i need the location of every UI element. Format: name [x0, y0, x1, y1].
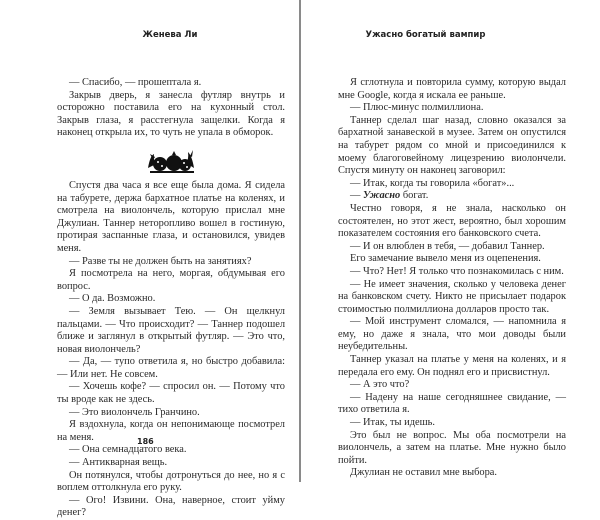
paragraph: Таннер сделал шаг назад, словно оказался за бархатной занавеской в музее. Затем он опустился на табурет рядом со мной и присоединился к моему благоговейному лицезрению виолончели. Спустя минуту он наконец заговорил: [338, 114, 566, 177]
left-page-text [57, 77, 285, 520]
paragraph: Спустя два часа я все еще была дома. Я сидела на табурете, держа бархатное платье на коленях, и смотрела на виолончель, которую прислал мне Джулиан. Таннер неторопливо вошел в гостиную, протирая заспанные глаза, и остановился, увидев меня. [57, 179, 285, 254]
paragraph: — Да, — тупо ответила я, но быстро добавила: — Или нет. Не совсем. [57, 356, 285, 380]
paragraph: Я посмотрела на него, моргая, обдумывая его вопрос. [57, 268, 285, 292]
paragraph: Это был не вопрос. Мы оба посмотрели на виолончель, а затем на платье. Мне нужно было пойти. [338, 429, 566, 466]
paragraph: — Что? Нет! Я только что познакомилась с ним. [350, 265, 564, 277]
paragraph: — Не имеет значения, сколько у человека денег на банковском счету. Никто не присылает подарок стоимостью полмиллиона долларов просто так. [338, 278, 566, 315]
paragraph: Я вздохнула, когда он непонимающе посмотрел на меня. [57, 419, 285, 443]
paragraph: — Мой инструмент сломался, — напомнила я ему, но даже я знала, что мои доводы были неубедительны. [338, 316, 566, 353]
paragraph: — Это виолончель Гранчино. [69, 406, 200, 418]
paragraph: — И он влюблен в тебя, — добавил Таннер. [350, 240, 545, 252]
paragraph: — Разве ты не должен быть на занятиях? [69, 255, 252, 267]
paragraph: — Хочешь кофе? — спросил он. — Потому что ты вроде как не здесь. [57, 381, 285, 406]
paragraph: Я сглотнула и повторила сумму, которую выдал мне Google, когда я искала ее раньше. [338, 77, 566, 101]
floral-ornament-icon [136, 146, 206, 174]
running-header-author: Женева Ли [142, 30, 198, 40]
paragraph: — Надену на наше сегодняшнее свидание, — тихо ответила я. [338, 391, 566, 416]
running-header-title: Ужасно богатый вампир [365, 30, 486, 40]
left-page [0, 0, 300, 519]
paragraph: — Итак, ты идешь. [350, 417, 435, 429]
right-page-text [338, 77, 566, 480]
paragraph: — Итак, когда ты говорила «богат»... [350, 177, 515, 189]
paragraph: Закрыв дверь, я занесла футляр внутрь и осторожно поставила его на кухонный стол. Закрыв глаза, я расстегнула защелки. Когда я наконец открыла их, то чуть не упала в обморок. [57, 89, 285, 139]
paragraph: — Антикварная вещь. [69, 457, 168, 469]
paragraph: — Спасибо, — прошептала я. [69, 77, 202, 88]
paragraph: Таннер указал на платье у меня на коленях, и я передала его ему. Он поднял его и присвистнул. [338, 354, 566, 378]
paragraph: — Ужасно богат. [350, 190, 429, 202]
paragraph: — Она семнадцатого века. [69, 444, 187, 456]
paragraph: — Земля вызывает Тею. — Он щелкнул пальцами. — Что происходит? — Таннер подошел ближе и заглянул в открытый футляр. — Это что, новая виолончель? [57, 305, 285, 355]
paragraph: — О да. Возможно. [69, 293, 156, 305]
paragraph: — А это что? [350, 379, 410, 391]
paragraph: Его замечание вывело меня из оцепенения. [350, 253, 541, 265]
paragraph: — Плюс-минус полмиллиона. [350, 102, 484, 114]
paragraph: Честно говоря, я не знала, насколько он состоятелен, но этот жест, вероятно, был хорошим показателем состояния его банковского счета. [338, 202, 566, 240]
paragraph: Джулиан не оставил мне выбора. [350, 467, 498, 479]
right-page [301, 0, 600, 482]
paragraph: — Ого! Извини. Она, наверное, стоит уйму денег? [57, 494, 285, 519]
page-number: 186 [137, 437, 154, 446]
emphasis: Ужасно [363, 190, 401, 202]
paragraph: Он потянулся, чтобы дотронуться до нее, но я с воплем оттолкнула его руку. [57, 469, 285, 494]
